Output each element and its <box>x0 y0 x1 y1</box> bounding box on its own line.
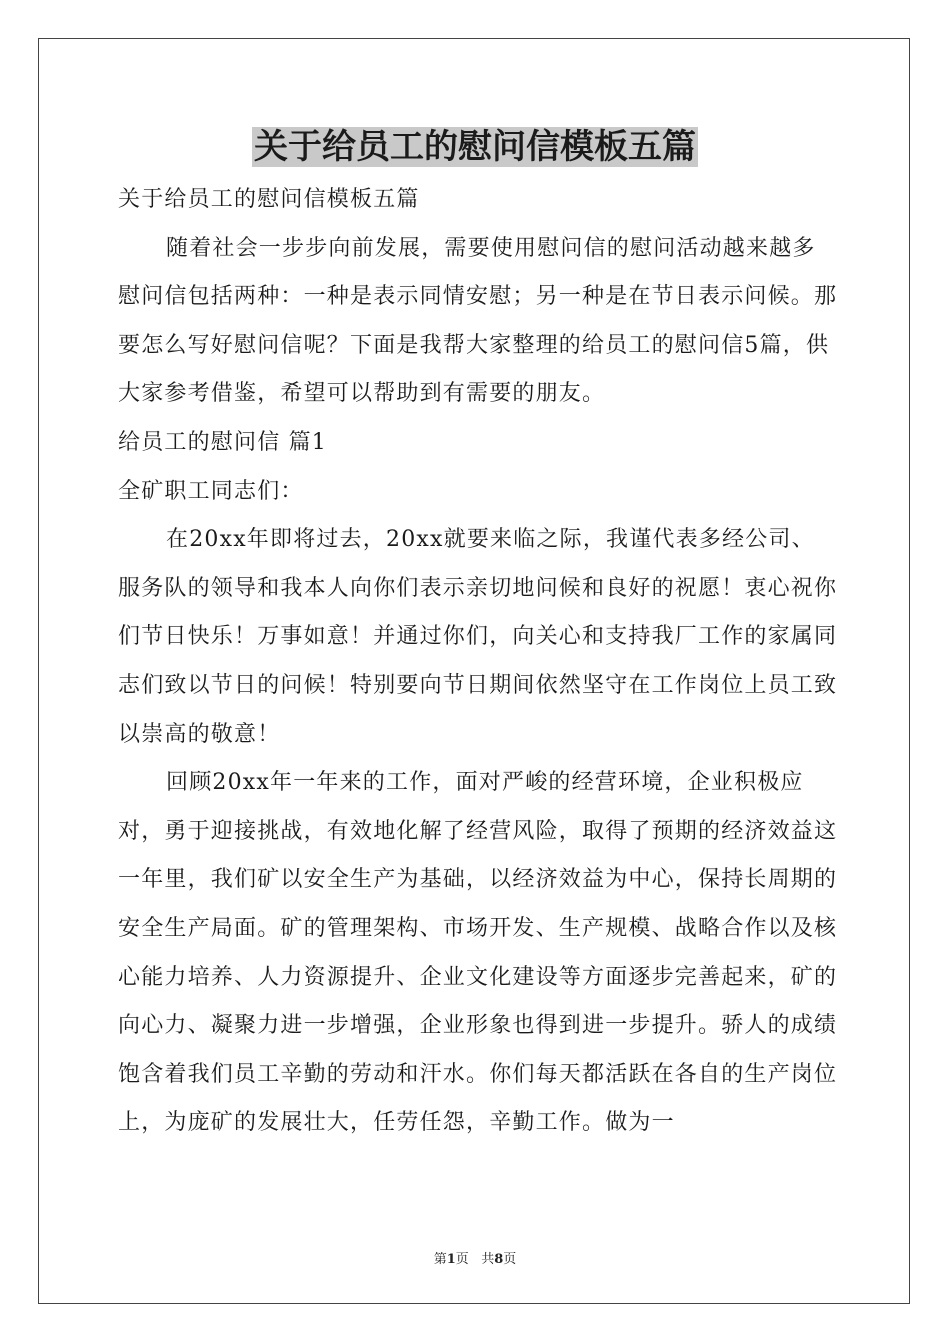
salutation: 全矿职工同志们： <box>118 478 304 504</box>
letter-paragraph-1: 在20xx年即将过去，20xx就要来临之际，我谨代表多经公司、服务队的领导和我本人向你们表示亲切地问候和良好的祝愿！衷心祝你们节日快乐！万事如意！并通过你们，向关心和支持我厂工作的家属同志们致以节日的问候！特别要向节日期间依然坚守在工作岗位上员工致以崇高的敬意！ <box>118 527 838 747</box>
document-title-text: 关于给员工的慰问信模板五篇 <box>254 127 696 167</box>
footer-page-prefix: 第 <box>433 1252 447 1267</box>
footer-total-suffix: 页 <box>503 1252 517 1267</box>
document-body <box>118 176 838 1148</box>
intro-paragraph: 随着社会一步步向前发展，需要使用慰问信的慰问活动越来越多慰问信包括两种：一种是表示同情安慰；另一种是在节日表示问候。那要怎么写好慰问信呢？下面是我帮大家整理的给员工的慰问信5篇，供大家参考借鉴，希望可以帮助到有需要的朋友。 <box>118 235 838 407</box>
footer-total-pages: 8 <box>494 1252 504 1267</box>
footer-page-suffix: 页 <box>455 1252 469 1267</box>
footer-page-number: 1 <box>446 1252 456 1267</box>
footer-total-prefix: 共 <box>481 1252 495 1267</box>
letter-paragraph-2: 回顾20xx年一年来的工作，面对严峻的经营环境，企业积极应对，勇于迎接挑战，有效地化解了经营风险，取得了预期的经济效益这一年里，我们矿以安全生产为基础，以经济效益为中心，保持长周期的安全生产局面。矿的管理架构、市场开发、生产规模、战略合作以及核心能力培养、人力资源提升、企业文化建设等方面逐步完善起来，矿的向心力、凝聚力进一步增强，企业形象也得到进一步提升。骄人的成绩饱含着我们员工辛勤的劳动和汗水。你们每天都活跃在各自的生产岗位上，为庞矿的发展壮大，任劳任怨，辛勤工作。做为一 <box>118 770 838 1136</box>
page-footer <box>0 1248 950 1267</box>
section-heading: 给员工的慰问信 篇1 <box>118 429 327 455</box>
document-subtitle: 关于给员工的慰问信模板五篇 <box>118 187 420 212</box>
document-title <box>0 124 950 170</box>
